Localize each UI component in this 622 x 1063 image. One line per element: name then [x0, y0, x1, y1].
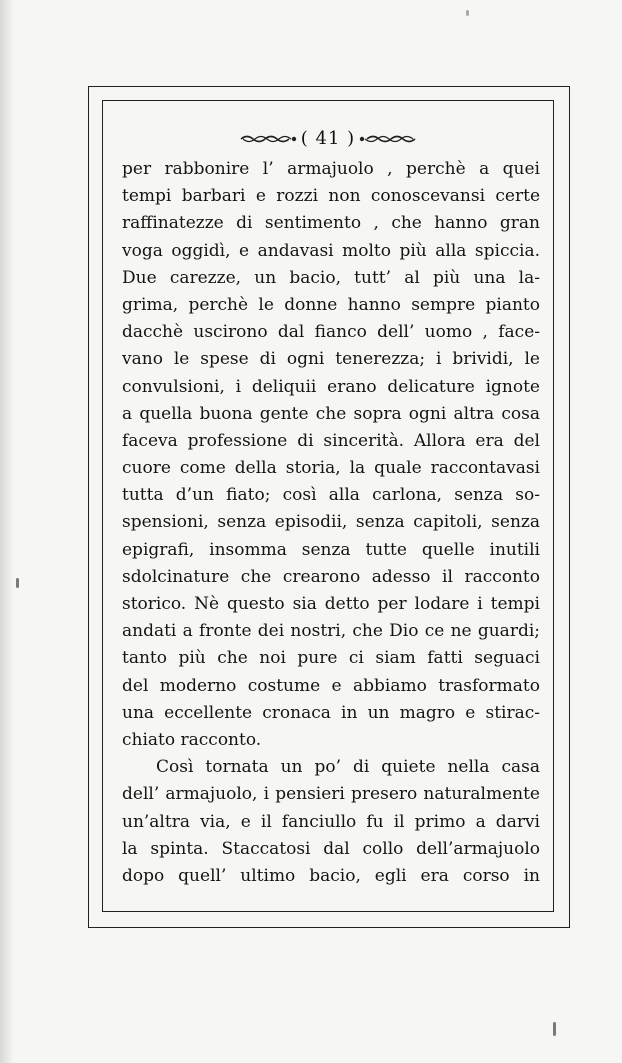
left-ornament-icon	[239, 134, 297, 144]
text-line: Così tornata un po’ di quiete nella casa	[156, 757, 540, 778]
text-line: cuore come della storia, la quale raccontavasi	[122, 458, 540, 479]
text-line: a quella buona gente che sopra ogni altra cosa	[122, 403, 540, 424]
binding-shadow	[0, 0, 14, 1063]
page-header	[102, 128, 554, 150]
page-number: ( 41 )	[300, 128, 356, 149]
body-text	[122, 156, 540, 890]
text-line: tanto più che noi pure ci siam fatti seguaci	[122, 648, 540, 669]
text-line: tempi barbari e rozzi non conoscevansi certe	[122, 186, 540, 207]
text-line: convulsioni, i deliquii erano delicature ignote	[122, 376, 540, 397]
text-line: raffinatezze di sentimento , che hanno gran	[122, 213, 540, 234]
text-line: dell’ armajuolo, i pensieri presero naturalmente	[122, 784, 540, 805]
text-line: tutta d’un fiato; così alla carlona, senza so-	[122, 485, 540, 506]
text-line: per rabbonire l’ armajuolo , perchè a quei	[122, 159, 540, 179]
text-line: andati a fronte dei nostri, che Dio ce ne guardi;	[122, 621, 540, 642]
right-ornament-icon	[359, 134, 417, 144]
ink-speck	[466, 10, 469, 16]
text-line: epigrafi, insomma senza tutte quelle inutili	[122, 539, 540, 560]
text-line: faceva professione di sincerità. Allora era del	[122, 430, 540, 451]
text-line: chiato racconto.	[122, 729, 262, 750]
text-line: spensioni, senza episodii, senza capitoli, senza	[122, 512, 540, 533]
text-line: storico. Nè questo sia detto per lodare i tempi	[122, 594, 540, 614]
text-line: un’altra via, e il fanciullo fu il primo a darvi	[122, 811, 540, 832]
text-line: voga oggidì, e andavasi molto più alla spiccia.	[122, 240, 540, 261]
text-line: una eccellente cronaca in un magro e stirac-	[122, 702, 540, 723]
text-line: vano le spese di ogni tenerezza; i brividi, le	[122, 349, 540, 370]
text-line: sdolcinature che crearono adesso il racconto	[122, 566, 540, 587]
text-line: dopo quell’ ultimo bacio, egli era corso in	[122, 865, 540, 886]
text-line: dacchè uscirono dal fianco dell’ uomo , face-	[122, 322, 540, 343]
text-line: Due carezze, un bacio, tutt’ al più una la-	[122, 267, 540, 288]
text-line: grima, perchè le donne hanno sempre pianto	[122, 294, 540, 315]
text-line: del moderno costume e abbiamo trasformato	[122, 675, 540, 696]
ink-speck	[553, 1022, 556, 1036]
text-line: la spinta. Staccatosi dal collo dell’armajuolo	[122, 838, 540, 859]
ink-speck	[16, 578, 19, 588]
